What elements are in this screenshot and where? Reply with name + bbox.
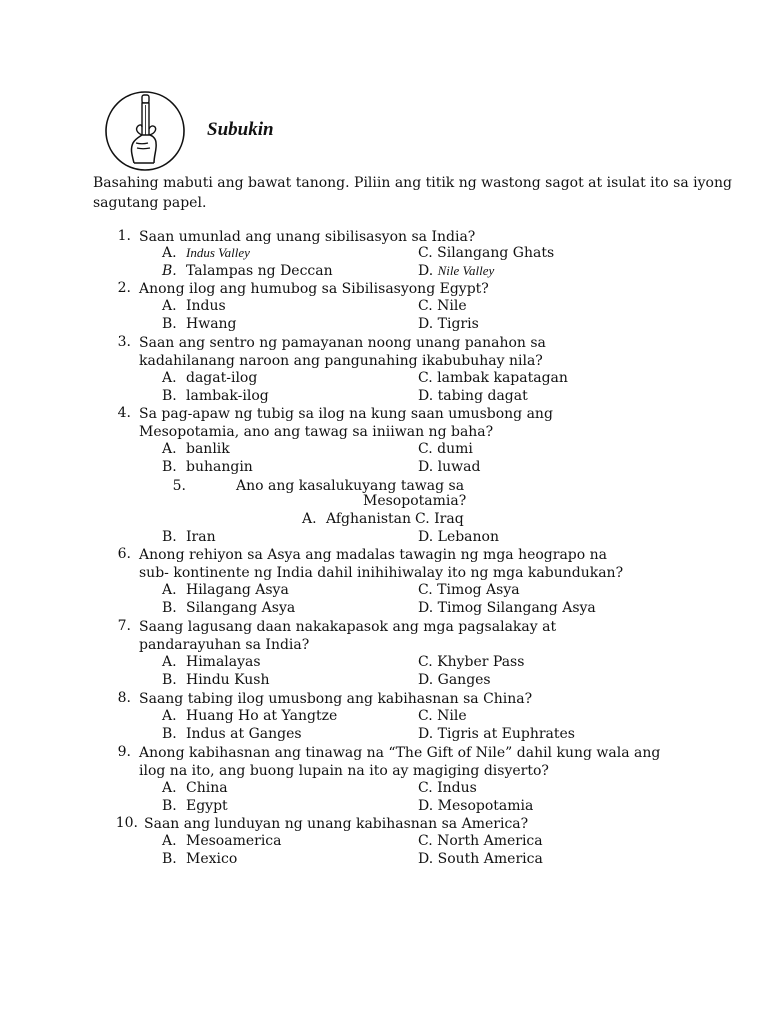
question-text: Ano ang kasalukuyang tawag sa bbox=[236, 478, 465, 494]
option-b: B. Hwang bbox=[162, 316, 237, 332]
question-number: 8. bbox=[117, 690, 131, 706]
option-b: B. lambak-ilog bbox=[162, 388, 269, 404]
option-d: D. Tigris at Euphrates bbox=[418, 726, 575, 742]
option-a: A. Indus bbox=[162, 298, 226, 314]
question-text: Saan umunlad ang unang sibilisasyon sa India? bbox=[139, 229, 476, 245]
option-a: A. dagat-ilog bbox=[162, 370, 258, 386]
question-text: Anong kabihasnan ang tinawag na “The Gift of Nile” dahil kung wala ang bbox=[139, 745, 661, 761]
option-c: C. Silangang Ghats bbox=[418, 245, 555, 261]
option-a: A. banlik bbox=[162, 441, 230, 457]
option-d: D. Timog Silangang Asya bbox=[418, 600, 596, 616]
option-a: A. Huang Ho at Yangtze bbox=[162, 708, 338, 724]
option-b: B. Indus at Ganges bbox=[162, 726, 302, 742]
question-text: Saang tabing ilog umusbong ang kabihasnan sa China? bbox=[139, 691, 533, 707]
instructions: Basahing mabuti ang bawat tanong. Piliin ang titik ng wastong sagot at isulat ito sa iyong sagutang papel. bbox=[93, 175, 732, 211]
option-d: D. Tigris bbox=[418, 316, 479, 332]
question-text-line2: pandarayuhan sa India? bbox=[139, 637, 310, 653]
option-c: C. Timog Asya bbox=[418, 582, 520, 598]
option-c: C. Khyber Pass bbox=[418, 654, 525, 670]
option-b: B. Mexico bbox=[162, 851, 238, 867]
option-b: B. Talampas ng Deccan bbox=[162, 263, 333, 279]
question-text-line2: kadahilanang naroon ang pangunahing ikabubuhay nila? bbox=[139, 353, 543, 369]
option-d: D. luwad bbox=[418, 459, 481, 475]
option-b: B. Silangang Asya bbox=[162, 600, 296, 616]
option-d: D. tabing dagat bbox=[418, 388, 528, 404]
option-a: A. Mesoamerica bbox=[162, 833, 282, 849]
question-text: Anong rehiyon sa Asya ang madalas tawagin ng mga heograpo na bbox=[139, 547, 608, 563]
option-c: C. Iraq bbox=[415, 511, 464, 527]
question-number: 5. bbox=[172, 478, 186, 494]
question-number: 2. bbox=[117, 280, 131, 296]
question-text-line2: Mesopotamia? bbox=[363, 493, 467, 509]
option-b: B. Egypt bbox=[162, 798, 228, 814]
question-text: Saang lagusang daan nakakapasok ang mga pagsalakay at bbox=[139, 619, 557, 635]
option-c: C. lambak kapatagan bbox=[418, 370, 568, 386]
option-c: C. dumi bbox=[418, 441, 473, 457]
option-a: A. Himalayas bbox=[162, 654, 261, 670]
option-b: B. Hindu Kush bbox=[162, 672, 270, 688]
question-number: 6. bbox=[117, 546, 131, 562]
option-d: D. Mesopotamia bbox=[418, 798, 534, 814]
option-c: C. Indus bbox=[418, 780, 477, 796]
option-d: D. South America bbox=[418, 851, 543, 867]
question-text: Anong ilog ang humubog sa Sibilisasyong Egypt? bbox=[139, 281, 489, 297]
hand-holding-pencil-icon bbox=[104, 91, 186, 171]
question-number: 9. bbox=[117, 744, 131, 760]
question-text-line2: ilog na ito, ang buong lupain na ito ay magiging disyerto? bbox=[139, 763, 549, 779]
option-a: A. Indus Valley bbox=[162, 245, 250, 261]
option-a: A. Hilagang Asya bbox=[162, 582, 289, 598]
option-b: B. buhangin bbox=[162, 459, 253, 475]
option-b: B. Iran bbox=[162, 529, 216, 545]
question-text: Sa pag-apaw ng tubig sa ilog na kung saan umusbong ang bbox=[139, 406, 553, 422]
question-text: Saan ang sentro ng pamayanan noong unang panahon sa bbox=[139, 335, 546, 351]
option-a: A. Afghanistan bbox=[302, 511, 412, 527]
question-number: 3. bbox=[117, 334, 131, 350]
question-text-line2: sub- kontinente ng India dahil inihihiwalay ito ng mga kabundukan? bbox=[139, 565, 624, 581]
question-number: 7. bbox=[117, 618, 131, 634]
option-d: D. Ganges bbox=[418, 672, 491, 688]
option-d: D. Nile Valley bbox=[418, 263, 495, 279]
page-title: Subukin bbox=[207, 119, 274, 140]
question-number: 10. bbox=[115, 815, 138, 831]
question-number: 4. bbox=[117, 405, 131, 421]
option-c: C. Nile bbox=[418, 298, 467, 314]
option-a: A. China bbox=[162, 780, 228, 796]
question-text-line2: Mesopotamia, ano ang tawag sa iniiwan ng baha? bbox=[139, 424, 494, 440]
option-c: C. Nile bbox=[418, 708, 467, 724]
question-number: 1. bbox=[117, 228, 131, 244]
option-c: C. North America bbox=[418, 833, 543, 849]
question-text: Saan ang lunduyan ng unang kabihasnan sa America? bbox=[144, 816, 529, 832]
option-d: D. Lebanon bbox=[418, 529, 499, 545]
